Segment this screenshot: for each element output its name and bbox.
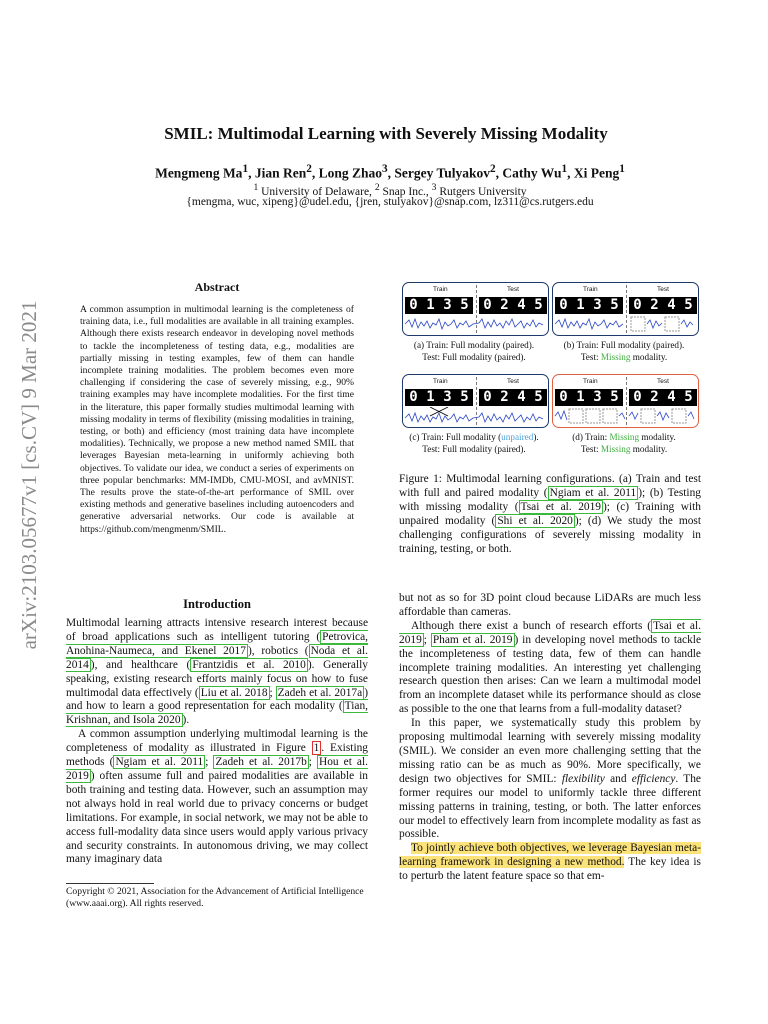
copyright-footnote: Copyright © 2021, Association for the Advancement of Artificial Intelligence (www.aaai.org). All rights reserved. (66, 886, 364, 909)
introduction-heading: Introduction (183, 597, 251, 611)
digit: 0 (479, 389, 496, 406)
figure-subcaption-b: (b) Train: Full modality (paired). Test: Missing modality. (563, 340, 685, 362)
paper-title: SMIL: Multimodal Learning with Severely Missing Modality (164, 124, 608, 143)
panel-train-label: Train (583, 378, 598, 385)
audio-waveform (403, 407, 548, 425)
digit: 2 (646, 297, 663, 314)
figure-subcaption-c: (c) Train: Full modality (unpaired). Test: Full modality (paired). (409, 432, 539, 454)
digit: 0 (555, 389, 572, 406)
digit: 5 (606, 297, 623, 314)
digit: 1 (572, 297, 589, 314)
digit: 0 (479, 297, 496, 314)
digit: 3 (439, 297, 456, 314)
panel-test-label: Test (657, 286, 669, 293)
figure-panel-b (552, 282, 699, 336)
audio-waveform (553, 315, 698, 333)
figure-panel-c (402, 374, 549, 428)
arxiv-identifier: arXiv:2103.05677v1 [cs.CV] 9 Mar 2021 (17, 300, 41, 650)
digit: 2 (496, 297, 513, 314)
figure-panel-d (552, 374, 699, 428)
figure-panel-a (402, 282, 549, 336)
digit: 2 (646, 389, 663, 406)
digit: 0 (555, 297, 572, 314)
figure-caption: Figure 1: Multimodal learning configurations. (a) Train and test with full and paired modality ( Ngiam et al. 2011 ); (b) Testing with missing modality ( Tsai et al. 2019 ); (c) Training with unpaired modality ( Shi et al. 2020 ); (d) We study the most challenging configurations of severely missing modality in training, testing, or both. (399, 473, 702, 555)
digit: 5 (606, 389, 623, 406)
digit: 0 (405, 297, 422, 314)
figure-subcaption-a: (a) Train: Full modality (paired). Test: Full modality (paired). (413, 340, 535, 362)
audio-waveform (553, 407, 698, 425)
panel-test-label: Test (507, 286, 519, 293)
digit: 3 (439, 389, 456, 406)
digit: 5 (680, 389, 697, 406)
introduction-right-column: but not as so for 3D point cloud because LiDARs are much less affordable than cameras. Although there exist a bunch of research efforts ( Tsai et al. 2019 ; Pham et al. 2019 ) in developing novel methods to tackle the incompleteness of testing data, few of them can handle incomplete training modalities. An interesting yet challenging research question then arises: Can we learn a multimodal model from an incomplete dataset while its performance should as close as possible to the one that learns from a full-modality dataset? In this paper, we systematically study this problem by proposing multimodal learning with severely missing modality (SMIL). We consider an even more challenging setting that the missing ratio can be as much as 90%. More specifically, we design two objectives for SMIL: flexibility and efficiency. The former requires our model to uniformly tackle three different missing patterns in training, testing, or both. The latter enforces our model to effectively learn from incomplete modality as fast as possible. To jointly achieve both objectives, we leverage Bayesian meta-learning framework in designing a new method. The key idea is to perturb the latent feature space so that em- (399, 592, 702, 883)
digit: 1 (422, 297, 439, 314)
panel-train-label: Train (433, 286, 448, 293)
panel-test-label: Test (507, 378, 519, 385)
affiliations: $^1$ University of Delaware, $^2$ Snap Inc., $^3$ Rutgers University (253, 182, 527, 198)
digit: 1 (572, 389, 589, 406)
footnote-rule (66, 883, 154, 884)
digit: 5 (530, 297, 547, 314)
digit: 1 (422, 389, 439, 406)
abstract-text: A common assumption in multimodal learning is the completeness of training data, i.e., full modalities are available in all training examples. Although there exists research endeavor in developing novel methods to tackle the incompleteness of testing data, e.g., modalities are partially missing in testing examples, few of them can handle incomplete training modalities. The problem becomes even more challenging if considering the case of severely missing, e.g., 90% training examples may have incomplete modalities. For the first time in the literature, this paper formally studies multimodal learning with missing modality in terms of flexibility (missing modalities in training, testing, or both) and efficiency (most training data have incomplete modalities). Technically, we propose a new method named SMIL that leverages Bayesian meta-learning in uniformly achieving both objectives. To validate our idea, we conduct a series of experiments on three popular benchmarks: MM-IMDb, CMU-MOSI, and avMNIST. The results prove the state-of-the-art performance of SMIL over existing methods and generative baselines including autoencoders and generative adversarial networks. Our code is available at https://github.com/mengmenm/SMIL. (80, 304, 354, 535)
digit: 2 (496, 389, 513, 406)
digit: 4 (663, 297, 680, 314)
author-list: Mengmeng Ma$^1$, Jian Ren$^2$, Long Zhao$^3$, Sergey Tulyakov$^2$, Cathy Wu$^1$, Xi Peng$^1$ (155, 163, 625, 181)
digit: 0 (629, 297, 646, 314)
abstract-heading: Abstract (194, 280, 240, 294)
figure-subcaption-d: (d) Train: Missing modality. Test: Missing modality. (572, 432, 676, 454)
introduction-left-column: Multimodal learning attracts intensive research interest because of broad applications such as intelligent tutoring ( Petrovica, Anohina-Naumeca, and Ekenel 2017 ), robotics ( Noda et al. 2014 ), and healthcare ( Frantzidis et al. 2010 ). Generally speaking, existing research efforts mainly focus on how to fuse multimodal data effectively ( Liu et al. 2018 ; Zadeh et al. 2017a ) and how to learn a good representation for each modality ( Tian, Krishnan, and Isola 2020 ). A common assumption underlying multimodal learning is the completeness of modality as illustrated in Figure 1 . Existing methods ( Ngiam et al. 2011 ; Zadeh et al. 2017b ; Hou et al. 2019 ) often assume full and paired modalities are available in both training and testing data. However, such an assumption may not always hold in real world due to privacy concerns or budget limitations. For example, in social network, we may not be able to access full-modality data since users would apply various privacy and security constraints. In autonomous driving, we may collect many imaginary data (66, 617, 369, 866)
digit: 3 (589, 389, 606, 406)
digit: 4 (663, 389, 680, 406)
author-emails: {mengma, wuc, xipeng}@udel.edu, {jren, stulyakov}@snap.com, lz311@cs.rutgers.edu (186, 196, 594, 208)
audio-waveform (403, 315, 548, 333)
figure-1 (399, 282, 699, 467)
digit: 0 (629, 389, 646, 406)
digit: 5 (456, 297, 473, 314)
digit: 4 (513, 297, 530, 314)
panel-test-label: Test (657, 378, 669, 385)
digit: 0 (405, 389, 422, 406)
panel-train-label: Train (583, 286, 598, 293)
digit: 4 (513, 389, 530, 406)
panel-train-label: Train (433, 378, 448, 385)
digit: 5 (456, 389, 473, 406)
digit: 3 (589, 297, 606, 314)
digit: 5 (680, 297, 697, 314)
digit: 5 (530, 389, 547, 406)
